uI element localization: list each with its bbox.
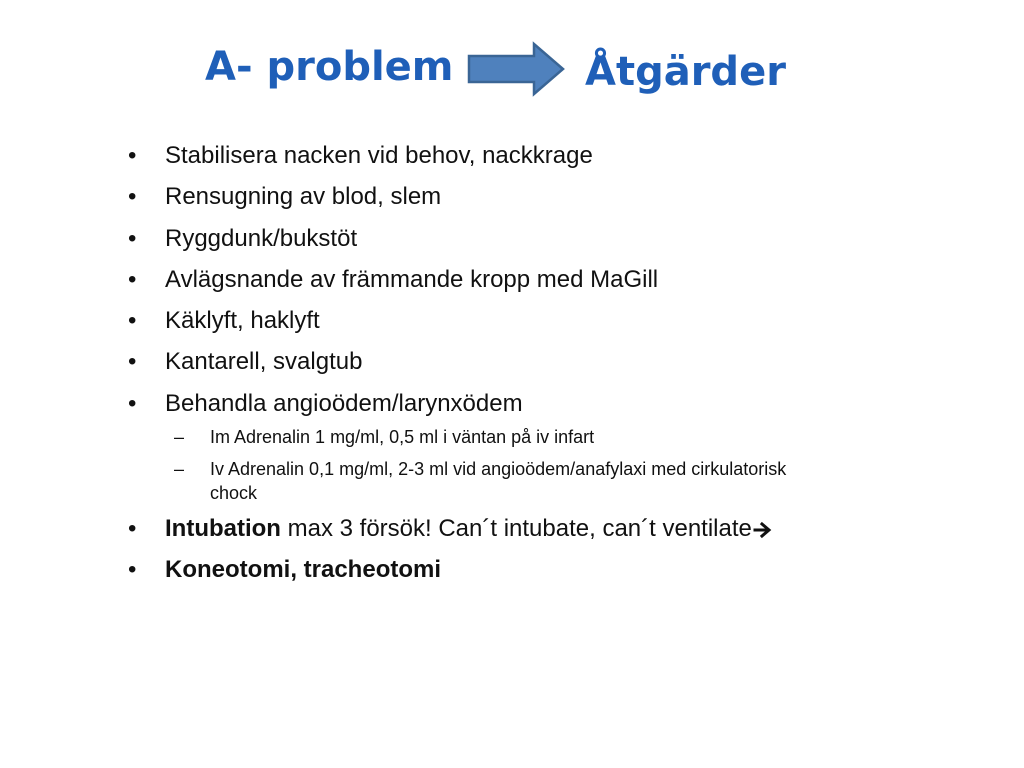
bullet-text: Avlägsnande av främmande kropp med MaGill xyxy=(165,265,659,293)
list-item xyxy=(128,142,968,170)
list-item xyxy=(128,390,968,418)
bullet-dot: • xyxy=(128,142,137,169)
bullet-dot: • xyxy=(128,265,137,293)
bullet-text: Kantarell, svalgtub xyxy=(165,348,363,376)
list-item xyxy=(128,225,968,253)
bullet-dot: • xyxy=(128,389,137,417)
bullet-dot: • xyxy=(128,224,137,252)
title-atgarder: Åtgärder xyxy=(585,49,786,95)
bullet-list xyxy=(128,142,968,598)
right-arrow-icon xyxy=(753,520,773,540)
bullet-text: Käklyft, haklyft xyxy=(165,307,320,335)
sub-bullet-text: Iv Adrenalin 0,1 mg/ml, 2-3 ml vid angioödem/anafylaxi med cirkulatorisk chock xyxy=(210,459,787,504)
bullet-text: Ryggdunk/bukstöt xyxy=(165,224,358,252)
bullet-text: Rensugning av blod, slem xyxy=(165,183,442,211)
bullet-dot: • xyxy=(128,183,137,211)
list-item xyxy=(128,183,968,211)
bullet-text: Stabilisera nacken vid behov, nackkrage xyxy=(165,142,593,169)
bullet-dot: • xyxy=(128,307,137,335)
bullet-dot: • xyxy=(128,515,137,543)
koneotomi-bold-text: Koneotomi, tracheotomi xyxy=(165,556,442,584)
list-item xyxy=(128,266,968,294)
sub-list-item xyxy=(128,457,968,505)
bullet-dot: • xyxy=(128,348,137,376)
list-item-koneotomi xyxy=(128,556,968,584)
sub-bullet-list xyxy=(128,425,968,505)
title-a-problem: A- problem xyxy=(205,44,454,90)
sub-bullet-dash: – xyxy=(174,427,185,448)
bullet-dot: • xyxy=(128,556,137,584)
sub-list-item xyxy=(128,425,968,449)
intubation-text: max 3 försök! Can´t intubate, can´t ventilate xyxy=(280,515,752,543)
right-block-arrow-icon xyxy=(466,41,566,97)
list-item xyxy=(128,348,968,376)
list-item-intubation xyxy=(128,515,968,543)
bullet-text: Behandla angioödem/larynxödem xyxy=(165,389,523,417)
sub-bullet-text: Im Adrenalin 1 mg/ml, 0,5 ml i väntan på iv infart xyxy=(210,427,595,448)
sub-bullet-dash: – xyxy=(174,459,185,480)
list-item xyxy=(128,307,968,335)
intubation-bold-text: Intubation xyxy=(165,515,281,543)
